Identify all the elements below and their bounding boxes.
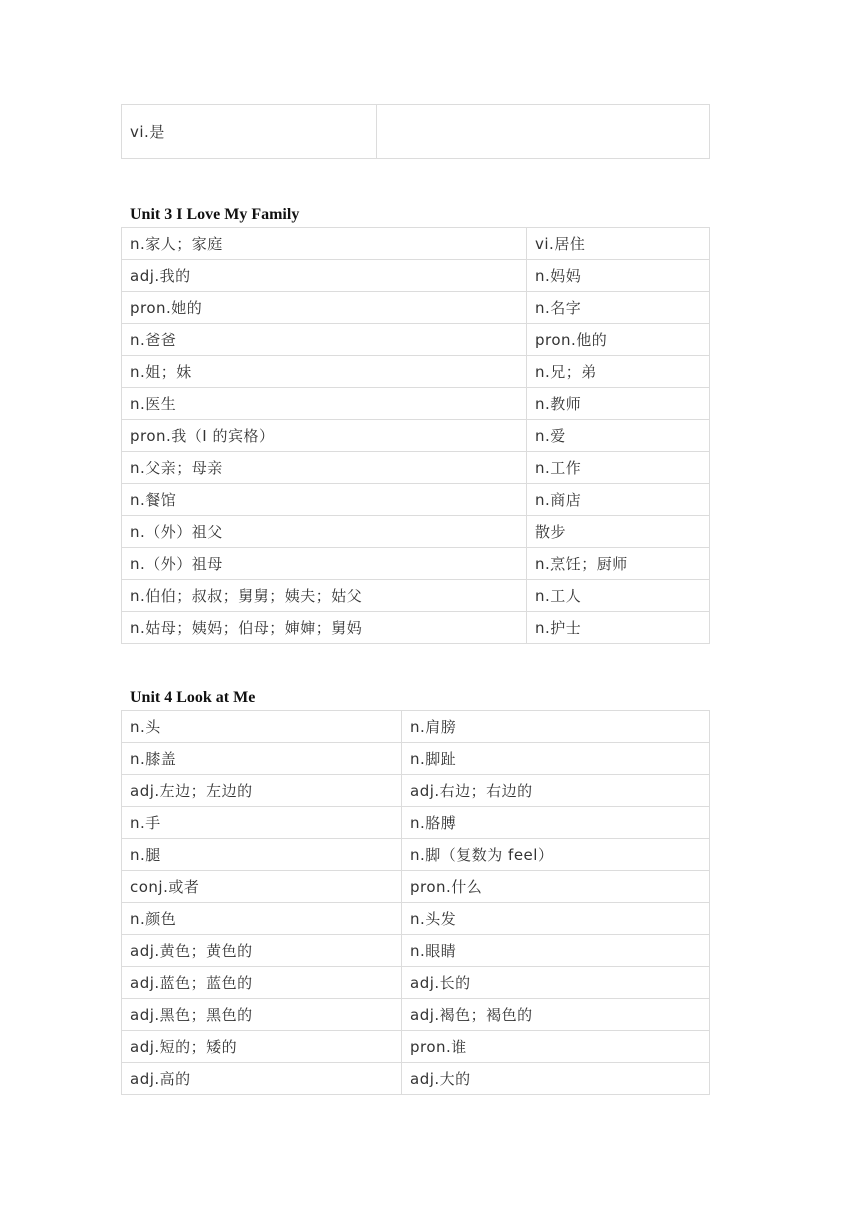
table-row <box>122 105 710 159</box>
table-row <box>122 999 710 1031</box>
table-row <box>122 548 710 580</box>
table-cell: adj.大的 <box>402 1063 710 1095</box>
table-cell: n.伯伯；叔叔；舅舅；姨夫；姑父 <box>122 580 527 612</box>
table-row <box>122 516 710 548</box>
table-cell: n.眼睛 <box>402 935 710 967</box>
table-cell: n.烹饪；厨师 <box>527 548 710 580</box>
table-cell: pron.谁 <box>402 1031 710 1063</box>
unit4-vocab-table <box>121 710 710 1095</box>
unit3-vocab-table <box>121 227 710 644</box>
table-cell: n.工人 <box>527 580 710 612</box>
table-cell: n.妈妈 <box>527 260 710 292</box>
table-cell: n.餐馆 <box>122 484 527 516</box>
table-cell: n.兄；弟 <box>527 356 710 388</box>
table-cell: vi.居住 <box>527 228 710 260</box>
top-table <box>121 104 710 159</box>
table-cell: adj.蓝色；蓝色的 <box>122 967 402 999</box>
table-cell: pron.他的 <box>527 324 710 356</box>
table-cell: n.名字 <box>527 292 710 324</box>
table-cell: n.头 <box>122 711 402 743</box>
table-row <box>122 420 710 452</box>
table-row <box>122 839 710 871</box>
table-row <box>122 903 710 935</box>
table-cell: adj.左边；左边的 <box>122 775 402 807</box>
table-row <box>122 484 710 516</box>
unit4-title: Unit 4 Look at Me <box>130 689 256 706</box>
table-cell: pron.她的 <box>122 292 527 324</box>
table-row <box>122 871 710 903</box>
table-cell: n.姐；妹 <box>122 356 527 388</box>
table-cell: n.家人；家庭 <box>122 228 527 260</box>
table-cell: n.腿 <box>122 839 402 871</box>
table-row <box>122 1063 710 1095</box>
table-cell: 散步 <box>527 516 710 548</box>
table-row <box>122 711 710 743</box>
table-row <box>122 775 710 807</box>
table-cell <box>377 105 710 159</box>
table-cell: n.工作 <box>527 452 710 484</box>
table-cell: adj.右边；右边的 <box>402 775 710 807</box>
table-row <box>122 228 710 260</box>
table-cell: adj.长的 <box>402 967 710 999</box>
table-row <box>122 807 710 839</box>
table-cell: n.头发 <box>402 903 710 935</box>
table-row <box>122 935 710 967</box>
table-cell: adj.黑色；黑色的 <box>122 999 402 1031</box>
table-cell: n.教师 <box>527 388 710 420</box>
table-row <box>122 388 710 420</box>
table-cell: n.商店 <box>527 484 710 516</box>
table-row <box>122 743 710 775</box>
table-row <box>122 356 710 388</box>
table-cell: adj.短的；矮的 <box>122 1031 402 1063</box>
table-row <box>122 324 710 356</box>
table-cell: pron.什么 <box>402 871 710 903</box>
table-row <box>122 612 710 644</box>
table-cell: n.脚趾 <box>402 743 710 775</box>
table-cell: n.手 <box>122 807 402 839</box>
table-cell: n.胳膊 <box>402 807 710 839</box>
table-cell: pron.我（I 的宾格） <box>122 420 527 452</box>
table-cell: n.（外）祖父 <box>122 516 527 548</box>
table-cell: n.姑母；姨妈；伯母；婶婶；舅妈 <box>122 612 527 644</box>
table-row <box>122 260 710 292</box>
table-cell: n.爸爸 <box>122 324 527 356</box>
table-row <box>122 452 710 484</box>
table-cell: n.肩膀 <box>402 711 710 743</box>
table-cell: vi.是 <box>122 105 377 159</box>
table-cell: n.护士 <box>527 612 710 644</box>
table-cell: n.爱 <box>527 420 710 452</box>
table-row <box>122 1031 710 1063</box>
table-cell: adj.高的 <box>122 1063 402 1095</box>
table-cell: n.膝盖 <box>122 743 402 775</box>
table-cell: adj.褐色；褐色的 <box>402 999 710 1031</box>
table-cell: n.（外）祖母 <box>122 548 527 580</box>
table-cell: n.脚（复数为 feel） <box>402 839 710 871</box>
unit3-title: Unit 3 I Love My Family <box>130 206 300 223</box>
table-row <box>122 967 710 999</box>
table-cell: adj.我的 <box>122 260 527 292</box>
table-cell: n.颜色 <box>122 903 402 935</box>
table-row <box>122 580 710 612</box>
table-cell: n.父亲；母亲 <box>122 452 527 484</box>
table-cell: adj.黄色；黄色的 <box>122 935 402 967</box>
table-cell: n.医生 <box>122 388 527 420</box>
table-row <box>122 292 710 324</box>
table-cell: conj.或者 <box>122 871 402 903</box>
